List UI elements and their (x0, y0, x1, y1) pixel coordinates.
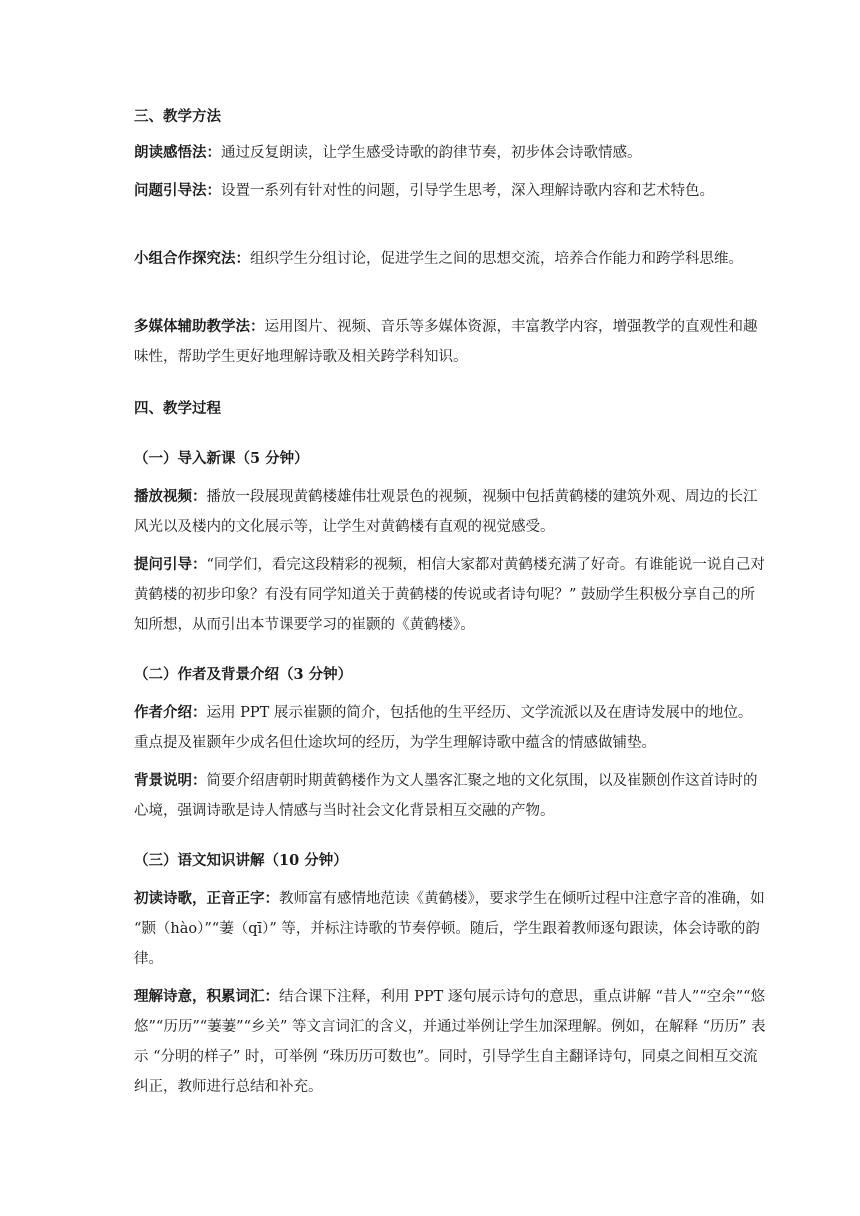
paragraph-lead: 背景说明： (134, 772, 207, 789)
process-paragraph (134, 482, 766, 542)
process-paragraph (134, 884, 766, 974)
method-text: 运用图片、视频、音乐等多媒体资源，丰富教学内容，增强教学的直观性和趣味性，帮助学生更好地理解诗歌及相关跨学科知识。 (134, 319, 758, 365)
paragraph-text: 播放一段展现黄鹤楼雄伟壮观景色的视频，视频中包括黄鹤楼的建筑外观、周边的长江风光以及楼内的文化展示等，让学生对黄鹤楼有直观的视觉感受。 (134, 489, 758, 535)
method-paragraph (134, 244, 766, 274)
method-paragraph (134, 176, 766, 206)
section-heading-methods: 三、教学方法 (134, 108, 221, 125)
process-paragraph (134, 766, 766, 826)
process-paragraph (134, 982, 766, 1102)
method-lead: 多媒体辅助教学法： (134, 318, 265, 335)
method-text: 组织学生分组讨论，促进学生之间的思想交流，培养合作能力和跨学科思维。 (250, 251, 743, 267)
method-paragraph (134, 138, 766, 168)
method-text: 通过反复朗读，让学生感受诗歌的韵律节奏，初步体会诗歌情感。 (221, 145, 642, 161)
section-heading-process: 四、教学过程 (134, 400, 221, 417)
process-paragraph (134, 698, 766, 758)
paragraph-text: 结合课下注释，利用 PPT 逐句展示诗句的意思，重点讲解 “昔人”“空余”“悠悠”“历历”“萋萋”“乡关” 等文言词汇的含义，并通过举例让学生加深理解。例如，在解释 “历历” 表示 “分明的样子” 时，可举例 “珠历历可数也”。同时，引导学生自主翻译诗句，同桌之间相互交流纠正，教师进行总结和补充。 (134, 989, 766, 1095)
method-text: 设置一系列有针对性的问题，引导学生思考，深入理解诗歌内容和艺术特色。 (221, 183, 714, 199)
subsection-heading-intro: （一）导入新课（5 分钟） (134, 450, 309, 467)
method-lead: 问题引导法： (134, 182, 221, 199)
paragraph-text: “同学们，看完这段精彩的视频，相信大家都对黄鹤楼充满了好奇。有谁能说一说自己对黄鹤楼的初步印象？有没有同学知道关于黄鹤楼的传说或者诗句呢？” 鼓励学生积极分享自己的所知所想，从而引出本节课要学习的崔颢的《黄鹤楼》。 (134, 557, 765, 633)
subsection-heading-author: （二）作者及背景介绍（3 分钟） (134, 666, 353, 683)
method-paragraph (134, 312, 766, 372)
paragraph-text: 简要介绍唐朝时期黄鹤楼作为文人墨客汇聚之地的文化氛围，以及崔颢创作这首诗时的心境，强调诗歌是诗人情感与当时社会文化背景相互交融的产物。 (134, 773, 758, 819)
paragraph-lead: 初读诗歌，正音正字： (134, 890, 279, 907)
paragraph-lead: 播放视频： (134, 488, 207, 505)
paragraph-lead: 作者介绍： (134, 704, 207, 721)
paragraph-text: 运用 PPT 展示崔颢的简介，包括他的生平经历、文学流派以及在唐诗发展中的地位。重点提及崔颢年少成名但仕途坎坷的经历，为学生理解诗歌中蕴含的情感做铺垫。 (134, 705, 753, 751)
paragraph-lead: 提问引导： (134, 556, 207, 573)
paragraph-text: 教师富有感情地范读《黄鹤楼》，要求学生在倾听过程中注意字音的准确，如 “颢（hào）”“萋（qī）” 等，并标注诗歌的节奏停顿。随后，学生跟着教师逐句跟读，体会诗歌的韵律。 (134, 891, 765, 967)
subsection-heading-knowledge: （三）语文知识讲解（10 分钟） (134, 852, 348, 869)
method-lead: 朗读感悟法： (134, 144, 221, 161)
process-paragraph (134, 550, 766, 640)
paragraph-lead: 理解诗意，积累词汇： (134, 988, 279, 1005)
method-lead: 小组合作探究法： (134, 250, 250, 267)
